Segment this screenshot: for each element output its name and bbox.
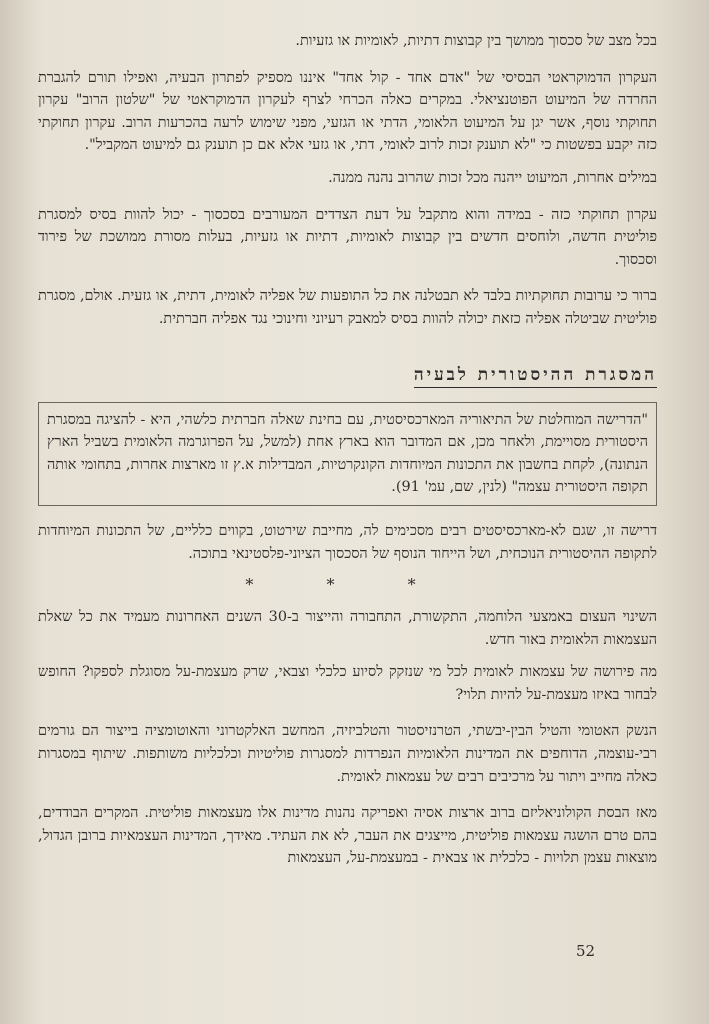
paragraph-after-quote: דרישה זו, שגם לא-מארכסיסטים רבים מסכימים לה, מחייבת שירטוט, בקווים כלליים, של התכונות המיוחדות לתקופה ההיסטורית הנוכחית, ושל הייחוד הנוסף של הסכסוך הציוני-פלסטינאי בתוכה. <box>38 522 657 562</box>
paragraph-1: בכל מצב של סכסוך ממושך בין קבוצות דתיות, לאומיות או גזעיות. <box>295 33 657 49</box>
section-separator: * * * <box>245 575 450 595</box>
paragraph-8: הנשק האטומי והטיל הבין-יבשתי, הטרנזיסטור והטלביזיה, המחשב האלקטרוני והאוטומציה בייצור הם גורמים רבי-עוצמה, הדוחפים את המדינות הלאומיות הנפרדות למסגרות פוליטיות וכלכליות משותפות. שיתוף במסגרות כאלה מחייב ויתור על מרכיבים רבים של עצמאות לאומית. <box>38 723 657 785</box>
section-heading: המסגרת ההיסטורית לבעיה <box>414 365 657 388</box>
paragraph-3: במילים אחרות, המיעוט ייהנה מכל זכות שהרוב נהנה ממנה. <box>328 169 657 186</box>
paragraph-6: השינוי העצום באמצעי הלוחמה, התקשורת, התחבורה והייצור ב-30 השנים האחרונות מעמיד את כל שאלת העצמאות הלאומית באור חדש. <box>38 609 658 648</box>
page-number: 52 <box>576 942 596 960</box>
paragraph-7: מה פירושה של עצמאות לאומית לכל מי שנזקק לסיוע כלכלי וצבאי, שרק מעצמת-על מסוגלת לספקו? החופש לבחור באיזו מעצמת-על להיות תלוי? <box>38 664 657 703</box>
paragraph-4: עקרון תחוקתי כזה - במידה והוא מתקבל על דעת הצדדים המעורבים בסכסוך - יכול להוות בסיס למסגרת פוליטית חדשה, ולוחסים חדשים בין קבוצות לאומיות, דתיות או גזעיות, בעלות מסורת ממושכת של פירוד וסכסוך. <box>38 206 657 268</box>
lenin-quote: "הדרישה המוחלטת של התיאוריה המארכסיסטית, עם בחינת שאלה חברתית כלשהי, היא - להציגה במסגרת היסטורית מסויימת, ולאחר מכן, אם המדובר הוא בארץ אחת (למשל, על הפרוגרמה הלאומית בשביל הארץ הנתונה), לקחת בחשבון את התכונות המיוחדות הקונקרטיות, המבדילות א.ץ זו מארצות אחרות, בתחומי אותה תקופה היסטורית עצמה" (לנין, שם, עמ' 91). <box>38 402 657 506</box>
paragraph-5: ברור כי ערובות תחוקתיות בלבד לא תבטלנה את כל התופעות של אפליה לאומית, דתית, או גזעית. אולם, מסגרת פוליטית שביטלה אפליה כזאת יכולה להוות בסיס למאבק רעיוני וחינוכי נגד אפליה חברתית. <box>38 288 657 327</box>
paragraph-2: העקרון הדמוקראטי הבסיסי של "אדם אחד - קול אחד" איננו מספיק לפתרון הבעיה, ואפילו תורם להגברת החרדה של המיעוט הפוטנציאלי. במקרים כאלה הכרחי לצרף לעקרון הדמוקראטי של "שלטון הרוב" עקרון תחוקתי נוסף, אשר יגן על המיעוט הלאומי, הדתי או הגזעי, מפני שימוש לרעה בהכרעות הרוב. עקרון תחוקתי כזה יקבע בפשטות כי "לא תוענק זכות לרוב לאומי, דתי, או גזעי אלא אם כן תוענק גם למיעוט המקביל". <box>38 69 657 154</box>
paragraph-9: מאז הבסת הקולוניאליזם ברוב ארצות אסיה ואפריקה נהנות מדינות אלו מעצמאות פוליטית. המקרים הבודדים, בהם טרם הושגה עצמאות פוליטית, מייצגים את העבר, לא את העתיד. מאידך, המדינות העצמאיות ברובן הגדול, מוצאות עצמן תלויות - כלכלית או צבאית - במעצמת-על, העצמאות <box>38 805 657 867</box>
